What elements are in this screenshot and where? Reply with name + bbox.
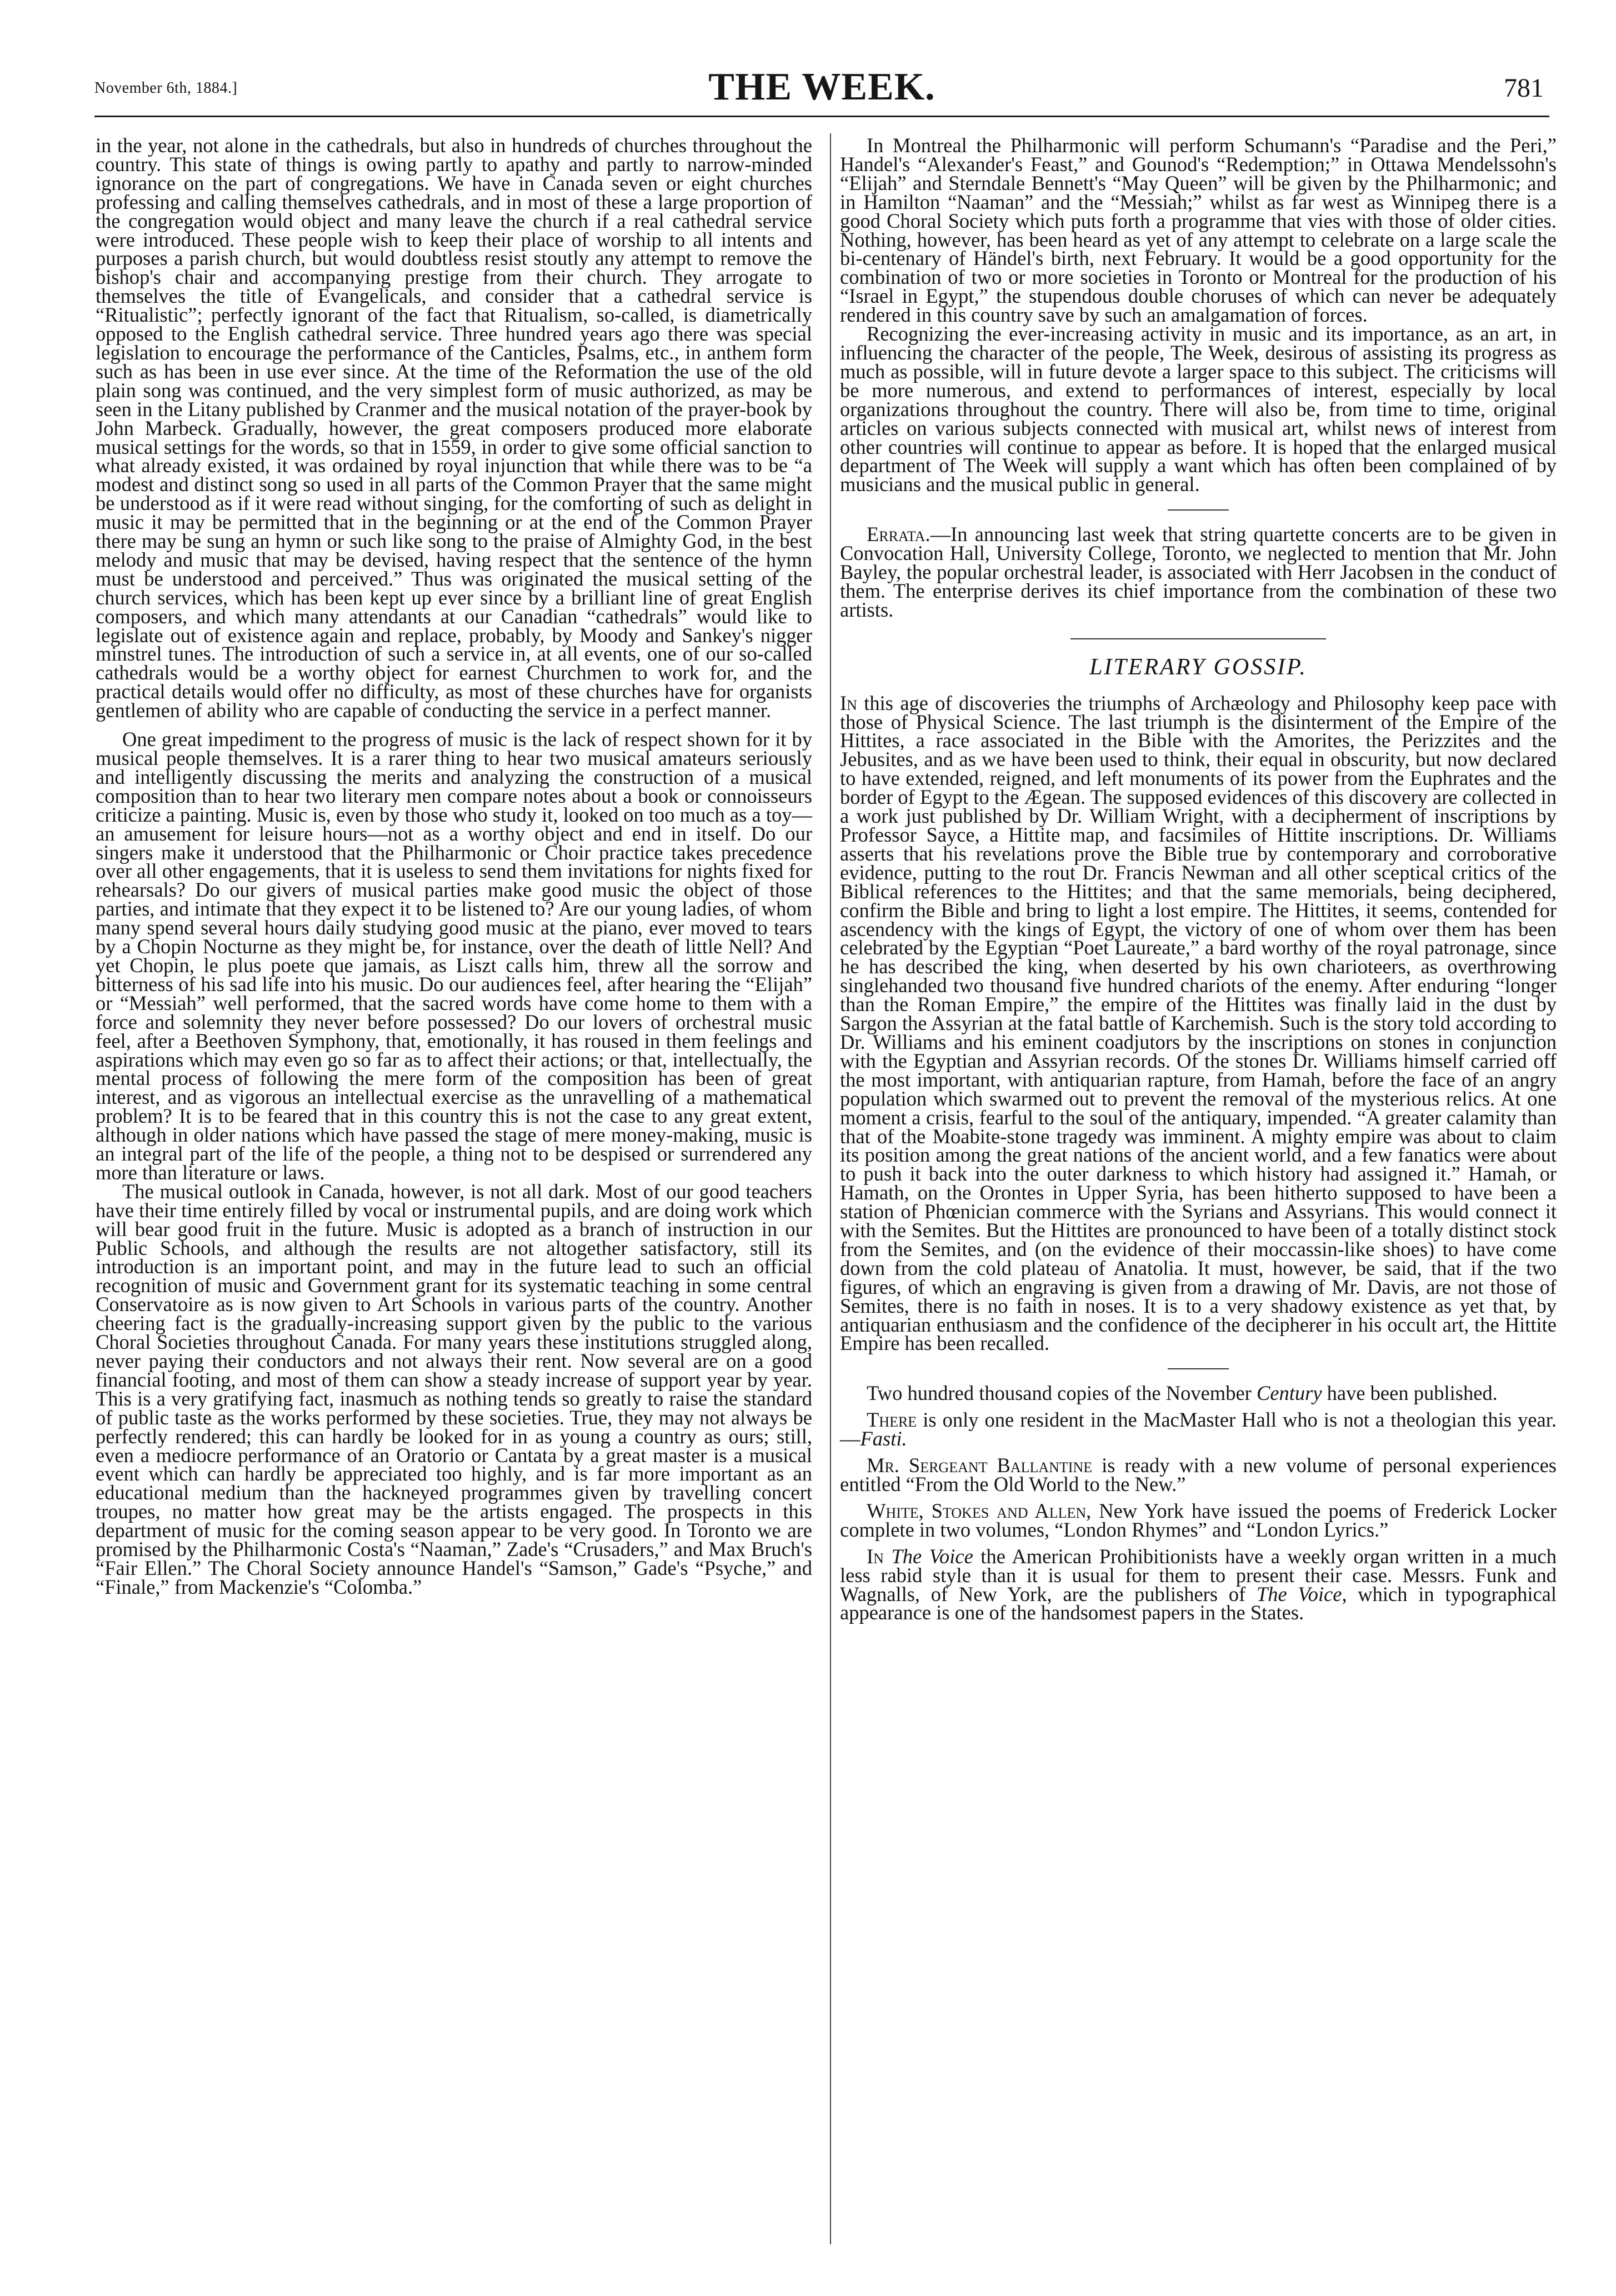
gossip-text: this age of discoveries the triumphs of Archæology and Philosophy keep pace with those of Physical Science. The last triumph is the disinterment of the Empire of the Hittites, a race associated in the Bible with the Amorites, the Perizzites and the Jebusites, and as we have been used to think, their equal in obscurity, but now declared to have extended, reigned, and left monuments of its power from the Euphrates and the border of Egypt to the Ægean. The supposed evidences of this discovery are collected in a work just published by Dr. William Wright, with a decipherment of inscriptions by Professor Sayce, a Hittite map, and facsimiles of Hittite inscriptions. Dr. Williams asserts that his revelations prove the Bible true by contemporary and corroborative evidence, putting to the rout Dr. Francis Newman and all other sceptical critics of the Biblical references to the Hittites; and that the same memorials, being deciphered, confirm the Bible and bring to light a lost empire. The Hittites, it seems, contended for ascendency with the kings of Egypt, the victory of one of whom over them has been celebrated by the Egyptian “Poet Laureate,” a bard worthy of the royal patronage, since he has described the king, when deserted by his own charioteers, as overthrowing singlehanded two thousand five hundred chariots of the enemy. After enduring “longer than the Roman Empire,” the empire of the Hittites was finally laid in the dust by Sargon the Assyrian at the fatal battle of Karchemish. Such is the story told according to Dr. Williams and his eminent coadjutors by the inscriptions on stones in conjunction with the Egyptian and Assyrian records. Of the stones Dr. Williams himself carried off the most important, with antiquarian rapture, from Hamah, before the face of an angry population which swarmed out to prevent the removal of the mysterious relics. At one moment a crisis, fearful to the soul of the antiquary, impended. “A greater calamity than that of the Moabite-stone tragedy was imminent. A mighty empire was about to claim its position among the great nations of the ancient world, and a few fanatics were about to push it back into the outer darkness to which history had assigned it.” Hamah, or Hamath, on the Orontes in Upper Syria, has been hitherto supposed to have been a station of Phœnician commerce with the Syrians and Assyrians. This would connect it with the Semites. But the Hittites are pronounced to have been of a totally distinct stock from the Semites, and (on the evidence of their moccassin-like shoes) to have come down from the cold plateau of Anatolia. It must, however, be said, that if the two figures, of which an engraving is given from a drawing of Mr. Davis, are not those of Semites, there is no faith in noses. It is to a very shadowy existence as yet that, by antiquarian enthusiasm and the confidence of the decipherer in his occult art, the Hittite Empire has been recalled. — [840, 691, 1557, 1355]
article-paragraph: In Montreal the Philharmonic will perform Schumann's “Paradise and the Peri,” Handel's “Alexander's Feast,” and Gounod's “Redemption;” in Ottawa Mendelssohn's “Elijah” and Sterndale Bennett's “May Queen” will be given by the Philharmonic; and in Hamilton “Naaman” and the “Messiah;” whilst as far west as Winnipeg there is a good Choral Society which puts forth a programme that vies with those of older cities. Nothing, however, has been heard as yet of any attempt to celebrate on a large scale the bi-centenary of Händel's birth, next February. It would be a good opportunity for the combination of two or more societies in Toronto or Montreal for the production of his “Israel in Egypt,” the stupendous double choruses of which can never be adequately rendered in this country save by such an amalgamation of forces. — [840, 134, 1557, 327]
issue-date: November 6th, 1884.] — [94, 79, 238, 97]
note-item — [840, 1384, 1557, 1403]
article-paragraph: One great impediment to the progress of music is the lack of respect shown for it by musical people themselves. It is a rarer thing to hear two musical amateurs seriously and intelligently discussing the merits and analyzing the construction of a musical composition than to hear two literary men compare notes about a book or connoisseurs criticize a painting. Music is, even by those who study it, looked on too much as a toy—an amusement for leisure hours—not as a worthy object and end in itself. Do our singers make it understood that the Philharmonic or Choir practice takes precedence over all other engagements, that it is useless to send them invitations for nights fixed for rehearsals? Do our givers of musical parties make good music the object of those parties, and intimate that they expect it to be listened to? Are our young ladies, of whom many spend several hours daily studying good music at the piano, ever moved to tears by a Chopin Nocturne as they might be, for instance, over the death of little Nell? And yet Chopin, le plus poete que jamais, as Liszt calls him, threw all the sorrow and bitterness of his sad life into his music. Do our audiences feel, after hearing the “Elijah” or “Messiah” well performed, that the sacred words have come home to them with a force and solemnity they never before possessed? Do our lovers of orchestral music feel, after a Beethoven Symphony, that, emotionally, it has roused in them feelings and aspirations which may even go so far as to affect their actions; or that, intellectually, the mental process of following the mere form of the composition has been of great interest, and as vigorous an intellectual exercise as the unravelling of a mathematical problem? It is to be feared that in this country this is not the case to any great extent, although in older nations which have passed the stage of mere money-making, music is an integral part of the life of the people, a thing not to be despised or surrendered any more than literature or laws. — [96, 728, 812, 1184]
gossip-paragraph — [840, 691, 1557, 1355]
page-number: 781 — [1504, 73, 1544, 103]
errata-text: —In announcing last week that string quartette concerts are to be given in Convocation Hall, University College, Toronto, we neglected to mention that Mr. John Bayley, the popular orchestral leader, is associated with Herr Jacobsen in the conduct of them. The enterprise derives its chief importance from the combination of these two artists. — [840, 523, 1557, 621]
note-text: is ready with a new volume of personal experiences entitled “From the Old World to the New.” — [840, 1454, 1557, 1495]
section-divider — [1168, 1368, 1229, 1369]
gossip-lead: In — [840, 691, 857, 714]
note-text: Two hundred thousand copies of the November — [867, 1382, 1257, 1405]
note-emphasis: Fasti. — [860, 1427, 907, 1450]
note-text: is only one resident in the MacMaster Hall who is not a theologian this year.— — [840, 1408, 1557, 1450]
left-column — [96, 136, 812, 1597]
note-item — [840, 1456, 1557, 1494]
article-paragraph: in the year, not alone in the cathedrals, but also in hundreds of churches throughout the country. This state of things is owing partly to apathy and partly to narrow-minded ignorance on the part of congregations. We have in Canada seven or eight churches professing and calling themselves cathedrals, and in most of these a large proportion of the congregation would object and many leave the church if a real cathedral service were introduced. These people wish to keep their place of worship to all intents and purposes a parish church, but would doubtless resist stoutly any attempt to remove the bishop's chair and accompanying prestige from their church. They arrogate to themselves the title of Evangelicals, and consider that a cathedral service is “Ritualistic”; perfectly ignorant of the fact that Ritualism, so-called, is diametrically opposed to the English cathedral service. Three hundred years ago there was special legislation to encourage the performance of the Canticles, Psalms, etc., in anthem form such as has been in use ever since. At the time of the Reformation the use of the old plain song was continued, and the very simplest form of music authorized, as may be seen in the Litany published by Cranmer and the musical notation of the prayer-book by John Marbeck. Gradually, however, the great composers produced more elaborate musical settings for the words, so that in 1559, in order to give some official sanction to what already existed, it was ordained by royal injunction that while there was to be “a modest and distinct song so used in all parts of the Common Prayer that the same might be understood as if it were read without singing, for the comforting of such as delight in music it may be permitted that in the beginning or at the end of the Common Prayer there may be sung an hymn or such like song to the praise of Almighty God, in the best melody and music that may be devised, having respect that the sentence of the hymn must be understood and perceived.” Thus was originated the musical setting of the church services, which has been kept up ever since by a brilliant line of great English composers, and which many attendants at our Canadian “cathedrals” would like to legislate out of existence again and replace, probably, by Moody and Sankey's nigger minstrel tunes. The introduction of such a service in, at all events, one of our so-called cathedrals would be a worthy object for earnest Churchmen to work for, and the practical details would offer no difficulty, as most of these churches have for organists gentlemen of ability who are capable of conducting the service in a perfect manner. — [96, 134, 812, 722]
header-rule — [94, 116, 1549, 117]
note-text: New York have issued the poems of Frederick Locker complete in two volumes, “London Rhymes” and “London Lyrics.” — [840, 1499, 1557, 1541]
note-emphasis: The Voice — [1256, 1582, 1342, 1605]
masthead-title: THE WEEK. — [708, 66, 935, 108]
note-lead: White, Stokes and Allen, — [867, 1499, 1092, 1522]
note-item — [840, 1499, 1557, 1541]
errata-paragraph — [840, 525, 1557, 619]
article-paragraph: The musical outlook in Canada, however, is not all dark. Most of our good teachers have their time entirely filled by vocal or instrumental pupils, and are doing work which will bear good fruit in the future. Music is adopted as a branch of instruction in our Public Schools, and although the results are not altogether satisfactory, still its introduction is an important point, and may in the future lead to such an official recognition of music and Government grant for its systematic teaching in some central Conservatoire as is now given to Art Schools in various parts of the country. Another cheering fact is the gradually-increasing support given by the public to the various Choral Societies throughout Canada. For many years these institutions struggled along, never paying their conductors and not always their rent. Now several are on a good financial footing, and most of them can show a steady increase of support year by year. This is a very gratifying fact, inasmuch as nothing tends so greatly to raise the standard of public taste as the works performed by these societies. True, they may not always be perfectly rendered; this can hardly be looked for in as young a country as ours; still, even a mediocre performance of an Oratorio or Cantata by a great master is a musical event which can hardly be appreciated too highly, and is far more important as an educational medium than the hackneyed programmes given by travelling concert troupes, no matter how great may be the artists engaged. The prospects in this department of music for the coming season appear to be very good. In Toronto we are promised by the Philharmonic Costa's “Naaman,” Zade's “Crusaders,” and Max Bruch's “Fair Ellen.” The Choral Society announce Handel's “Samson,” Gade's “Psyche,” and “Finale,” from Mackenzie's “Colomba.” — [96, 1179, 812, 1598]
note-item — [840, 1544, 1557, 1624]
note-text: have been published. — [1322, 1382, 1498, 1405]
note-emphasis: Century — [1256, 1382, 1322, 1405]
note-text: , which in typographical appearance is one of the handsomest papers in the States. — [840, 1582, 1557, 1624]
section-heading: LITERARY GOSSIP. — [1089, 654, 1307, 680]
note-lead: In — [867, 1544, 884, 1568]
note-text: the American Prohibitionists have a weekly organ written in a much less rabid style than it is usual for them to present their case. Messrs. Funk and Wagnalls, of New York, are the publishers of — [840, 1544, 1557, 1605]
page-header — [94, 53, 1549, 114]
notes-list — [840, 1384, 1557, 1622]
article-paragraph: Recognizing the ever-increasing activity in music and its importance, as an art, in influencing the character of the people, The Week, desirous of assisting its progress as much as possible, will in future devote a larger space to this subject. The criticisms will be more numerous, and extend to performances of interest, especially by local organizations throughout the country. There will also be, from time to time, original articles on various subjects connected with musical art, whilst news of interest from other countries will continue to appear as before. It is hoped that the enlarged musical department of The Week will supply a want which has often been complained of by musicians and the musical public in general. — [840, 322, 1557, 496]
column-divider — [830, 133, 831, 2244]
note-lead: Mr. Sergeant Ballantine — [867, 1454, 1093, 1477]
right-column — [840, 136, 1557, 1630]
section-divider — [1070, 638, 1326, 639]
note-lead: There — [867, 1408, 917, 1432]
note-emphasis: The Voice — [883, 1544, 973, 1568]
errata-lead: Errata. — [867, 523, 930, 546]
note-item — [840, 1410, 1557, 1448]
section-divider — [1168, 509, 1229, 511]
